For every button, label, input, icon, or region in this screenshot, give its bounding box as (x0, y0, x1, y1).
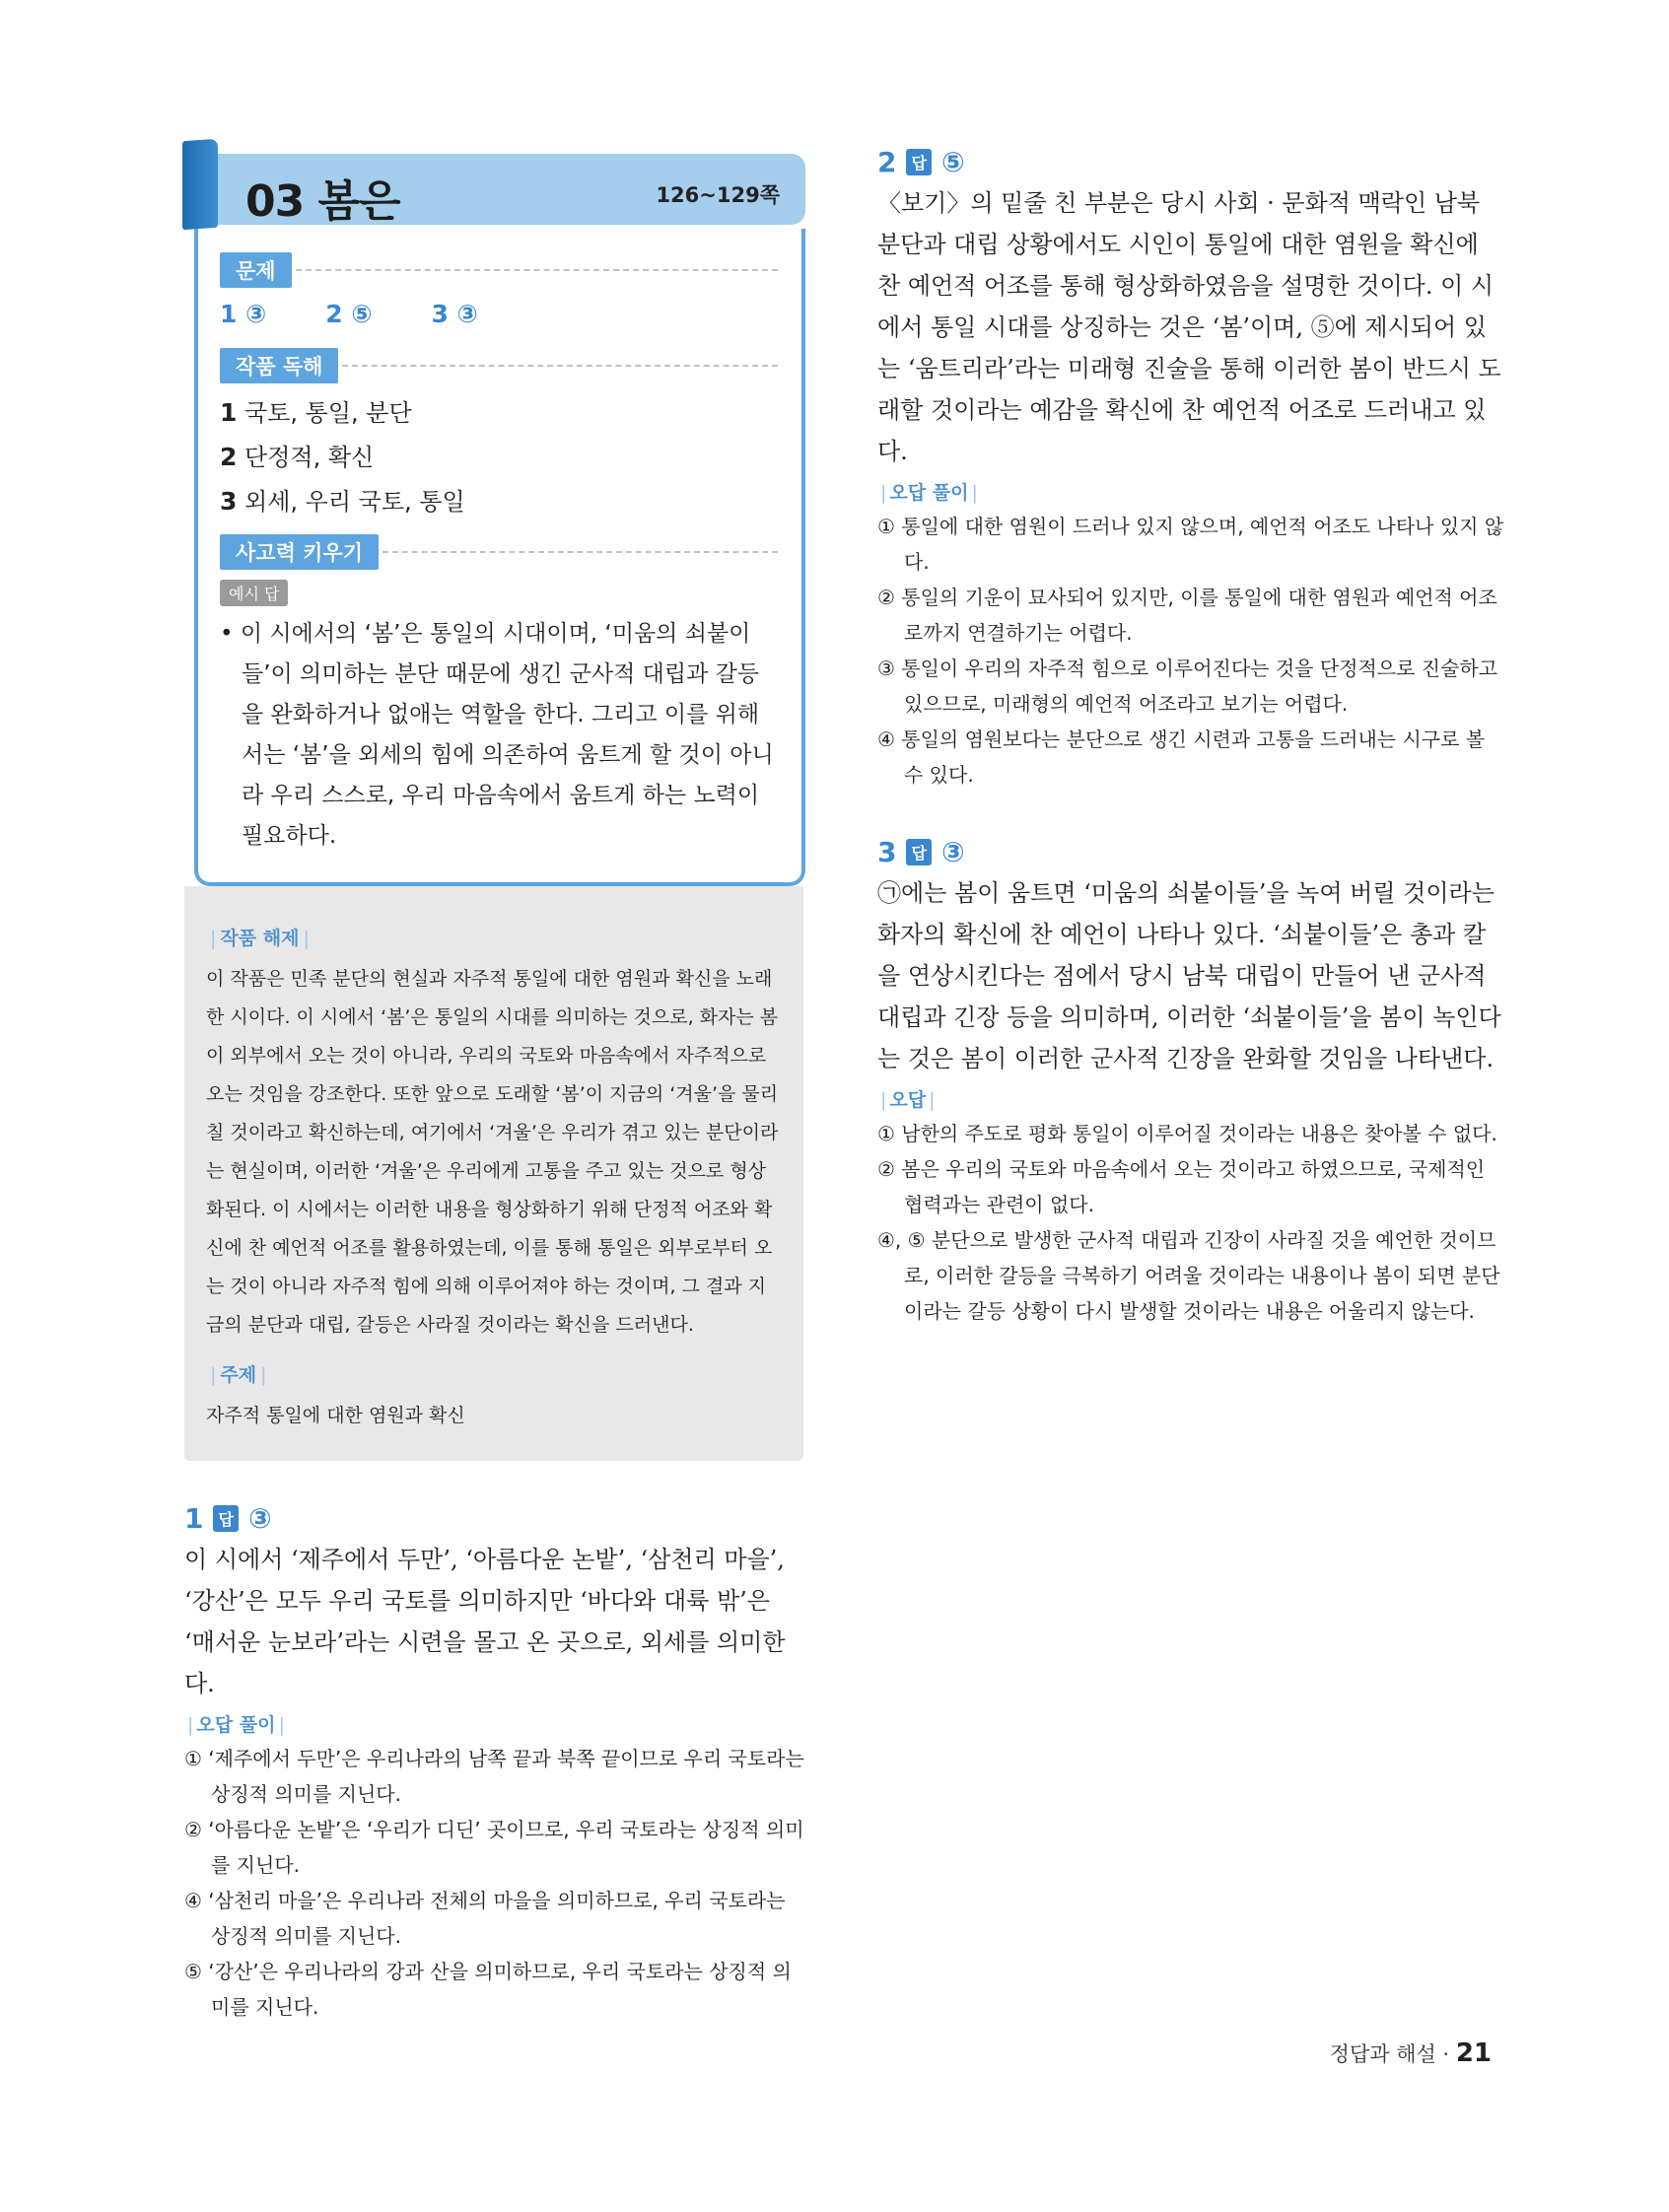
section-header (184, 146, 805, 225)
reading-num: 1 (220, 398, 238, 427)
answer-item: 1 ③ (220, 300, 267, 328)
reading-heading (220, 348, 778, 383)
answers-heading (220, 252, 778, 288)
left-column (184, 146, 805, 2025)
reading-num: 3 (220, 487, 238, 516)
question-number: 2 (877, 146, 897, 178)
page-footer (1330, 2039, 1492, 2068)
divider (382, 551, 778, 553)
answer-item: 2 ⑤ (325, 300, 373, 328)
theme-label: | 주제 | (210, 1364, 267, 1386)
question-3 (877, 836, 1508, 1329)
book-spine-icon (182, 139, 218, 231)
wrong-label: | 오답 풀이 | (187, 1714, 285, 1736)
answers-label: 문제 (220, 252, 292, 288)
reading-item (220, 482, 778, 517)
wrong-item: ④ ‘삼천리 마을’은 우리나라 전체의 마을을 의미하므로, 우리 국토라는 상징적 의미를 지닌다. (184, 1889, 786, 1948)
example-answer-text: • 이 시에서의 ‘봄’은 통일의 시대이며, ‘미움의 쇠붙이들’이 의미하는 분단 때문에 생긴 군사적 대립과 갈등을 완화하거나 없애는 역할을 한다. 그리고 이를 위해서는 ‘봄’을 외세의 힘에 의존하여 움트게 할 것이 아니라 우리 스스로, 우리 마음속에서 움트게 하는 노력이 필요하다. (220, 621, 774, 849)
question-2-heading (877, 146, 1508, 178)
question-number: 1 (184, 1502, 204, 1535)
wrong-item: ② ‘아름다운 논밭’은 ‘우리가 디딘’ 곳이므로, 우리 국토라는 상징적 의미를 지닌다. (184, 1818, 804, 1877)
question-3-explanation: ㉠에는 봄이 움트면 ‘미움의 쇠붙이들’을 녹여 버릴 것이라는 화자의 확신에 찬 예언이 나타나 있다. ‘쇠붙이들’은 총과 칼을 연상시킨다는 점에서 당시 남북 대립이 만들어 낸 군사적 대립과 긴장 등을 의미하며, 이러한 ‘쇠붙이들’을 봄이 녹인다는 것은 봄이 이러한 군사적 긴장을 완화할 것임을 나타낸다. (877, 879, 1501, 1072)
wrong-item: ① 통일에 대한 염원이 드러나 있지 않으며, 예언적 어조도 나타나 있지 않다. (877, 515, 1504, 574)
question-3-heading (877, 836, 1508, 868)
question-1-explanation: 이 시에서 ‘제주에서 두만’, ‘아름다운 논밭’, ‘삼천리 마을’, ‘강산’은 모두 우리 국토를 의미하지만 ‘바다와 대륙 밖’은 ‘매서운 눈보라’라는 시련을 몰고 온 곳으로, 외세를 의미한다. (184, 1546, 786, 1697)
answer-tag: 답 (906, 149, 931, 175)
wrong-item: ⑤ ‘강산’은 우리나라의 강과 산을 의미하므로, 우리 국토라는 상징적 의미를 지닌다. (184, 1960, 792, 2019)
wrong-item: ③ 통일이 우리의 자주적 힘으로 이루어진다는 것을 단정적으로 진술하고 있으므로, 미래형의 예언적 어조라고 보기는 어렵다. (877, 657, 1498, 716)
answer-choice: ③ (940, 836, 965, 868)
wrong-label-text: 오답 (889, 1089, 927, 1111)
divider (342, 365, 778, 367)
reading-text: 단정적, 확신 (244, 444, 375, 471)
answer-choice: ⑤ (940, 146, 965, 178)
footer-label: 정답과 해설 · (1329, 2042, 1450, 2066)
reading-list (220, 393, 778, 517)
reading-item (220, 438, 778, 472)
theme-label-text: 주제 (220, 1364, 257, 1386)
theme-text: 자주적 통일에 대한 염원과 확신 (206, 1405, 465, 1426)
answer-tag: 답 (213, 1505, 238, 1532)
wrong-item: ① 남한의 주도로 평화 통일이 이루어질 것이라는 내용은 찾아볼 수 없다. (877, 1122, 1497, 1145)
question-1 (184, 1502, 805, 2025)
analysis-box (184, 886, 803, 1461)
example-answer-badge: 예시 답 (220, 580, 288, 606)
right-column (877, 146, 1508, 1329)
reading-text: 국토, 통일, 분단 (244, 399, 412, 427)
analysis-text: 이 작품은 민족 분단의 현실과 자주적 통일에 대한 염원과 확신을 노래한 시이다. 이 시에서 ‘봄’은 통일의 시대를 의미하는 것으로, 화자는 봄이 외부에서 오는 것이 아니라, 우리의 국토와 마음속에서 자주적으로 오는 것임을 강조한다. 또한 앞으로 도래할 ‘봄’이 지금의 ‘겨울’을 물리칠 것이라고 확신하는데, 여기에서 ‘겨울’은 우리가 겪고 있는 분단이라는 현실이며, 이러한 ‘겨울’은 우리에게 고통을 주고 있는 것으로 형상화된다. 이 시에서는 이러한 내용을 형상화하기 위해 단정적 어조와 확신에 찬 예언적 어조를 활용하였는데, 이를 통해 통일은 외부로부터 오는 것이 아니라 자주적 힘에 의해 이루어져야 하는 것이며, 그 결과 지금의 분단과 대립, 갈등은 사라질 것이라는 확신을 드러낸다. (206, 968, 779, 1336)
question-2 (877, 146, 1508, 793)
answer-choice: ③ (247, 1502, 272, 1535)
page-range: 126~129쪽 (656, 183, 780, 207)
page-number: 21 (1455, 2039, 1492, 2068)
reading-item (220, 393, 778, 428)
answer-list (220, 300, 778, 328)
reading-text: 외세, 우리 국토, 통일 (244, 488, 465, 516)
analysis-label: | 작품 해제 | (210, 928, 310, 949)
reading-num: 2 (220, 443, 238, 471)
thinking-label: 사고력 키우기 (220, 534, 379, 570)
answer-box (194, 229, 805, 886)
wrong-item: ② 통일의 기운이 묘사되어 있지만, 이를 통일에 대한 염원과 예언적 어조로까지 연결하기는 어렵다. (877, 586, 1497, 645)
wrong-item: ④, ⑤ 분단으로 발생한 군사적 대립과 긴장이 사라질 것을 예언한 것이므로, 이러한 갈등을 극복하기 어려울 것이라는 내용이나 봄이 되면 분단이라는 갈등 상황이 다시 발생할 것이라는 내용은 어울리지 않는다. (877, 1228, 1500, 1323)
divider (296, 269, 778, 271)
answer-item: 3 ③ (431, 300, 478, 328)
question-number: 3 (877, 836, 897, 868)
answer-tag: 답 (906, 839, 931, 865)
section-title: 03 봄은 (245, 176, 400, 227)
thinking-heading (220, 534, 778, 570)
question-2-explanation: 〈보기〉의 밑줄 친 부분은 당시 사회 · 문화적 맥락인 남북 분단과 대립 상황에서도 시인이 통일에 대한 염원을 확신에 찬 예언적 어조를 통해 형상화하였음을 설명한 것이다. 이 시에서 통일 시대를 상징하는 것은 ‘봄’이며, ⑤에 제시되어 있는 ‘움트리라’라는 미래형 진술을 통해 이러한 봄이 반드시 도래할 것이라는 예감을 확신에 찬 예언적 어조로 드러내고 있다. (877, 189, 1501, 465)
wrong-item: ① ‘제주에서 두만’은 우리나라의 남쪽 끝과 북쪽 끝이므로 우리 국토라는 상징적 의미를 지닌다. (184, 1747, 804, 1806)
wrong-label-text: 오답 풀이 (196, 1714, 276, 1736)
wrong-label: | 오답 | (880, 1089, 936, 1111)
wrong-item: ② 봄은 우리의 국토와 마음속에서 오는 것이라고 하였으므로, 국제적인 협력과는 관련이 없다. (877, 1157, 1486, 1216)
wrong-label: | 오답 풀이 | (880, 482, 978, 504)
wrong-item: ④ 통일의 염원보다는 분단으로 생긴 시련과 고통을 드러내는 시구로 볼 수 있다. (877, 727, 1486, 787)
wrong-label-text: 오답 풀이 (889, 482, 969, 504)
reading-label: 작품 독해 (220, 348, 338, 383)
question-1-heading (184, 1502, 805, 1535)
analysis-label-text: 작품 해제 (220, 928, 300, 949)
